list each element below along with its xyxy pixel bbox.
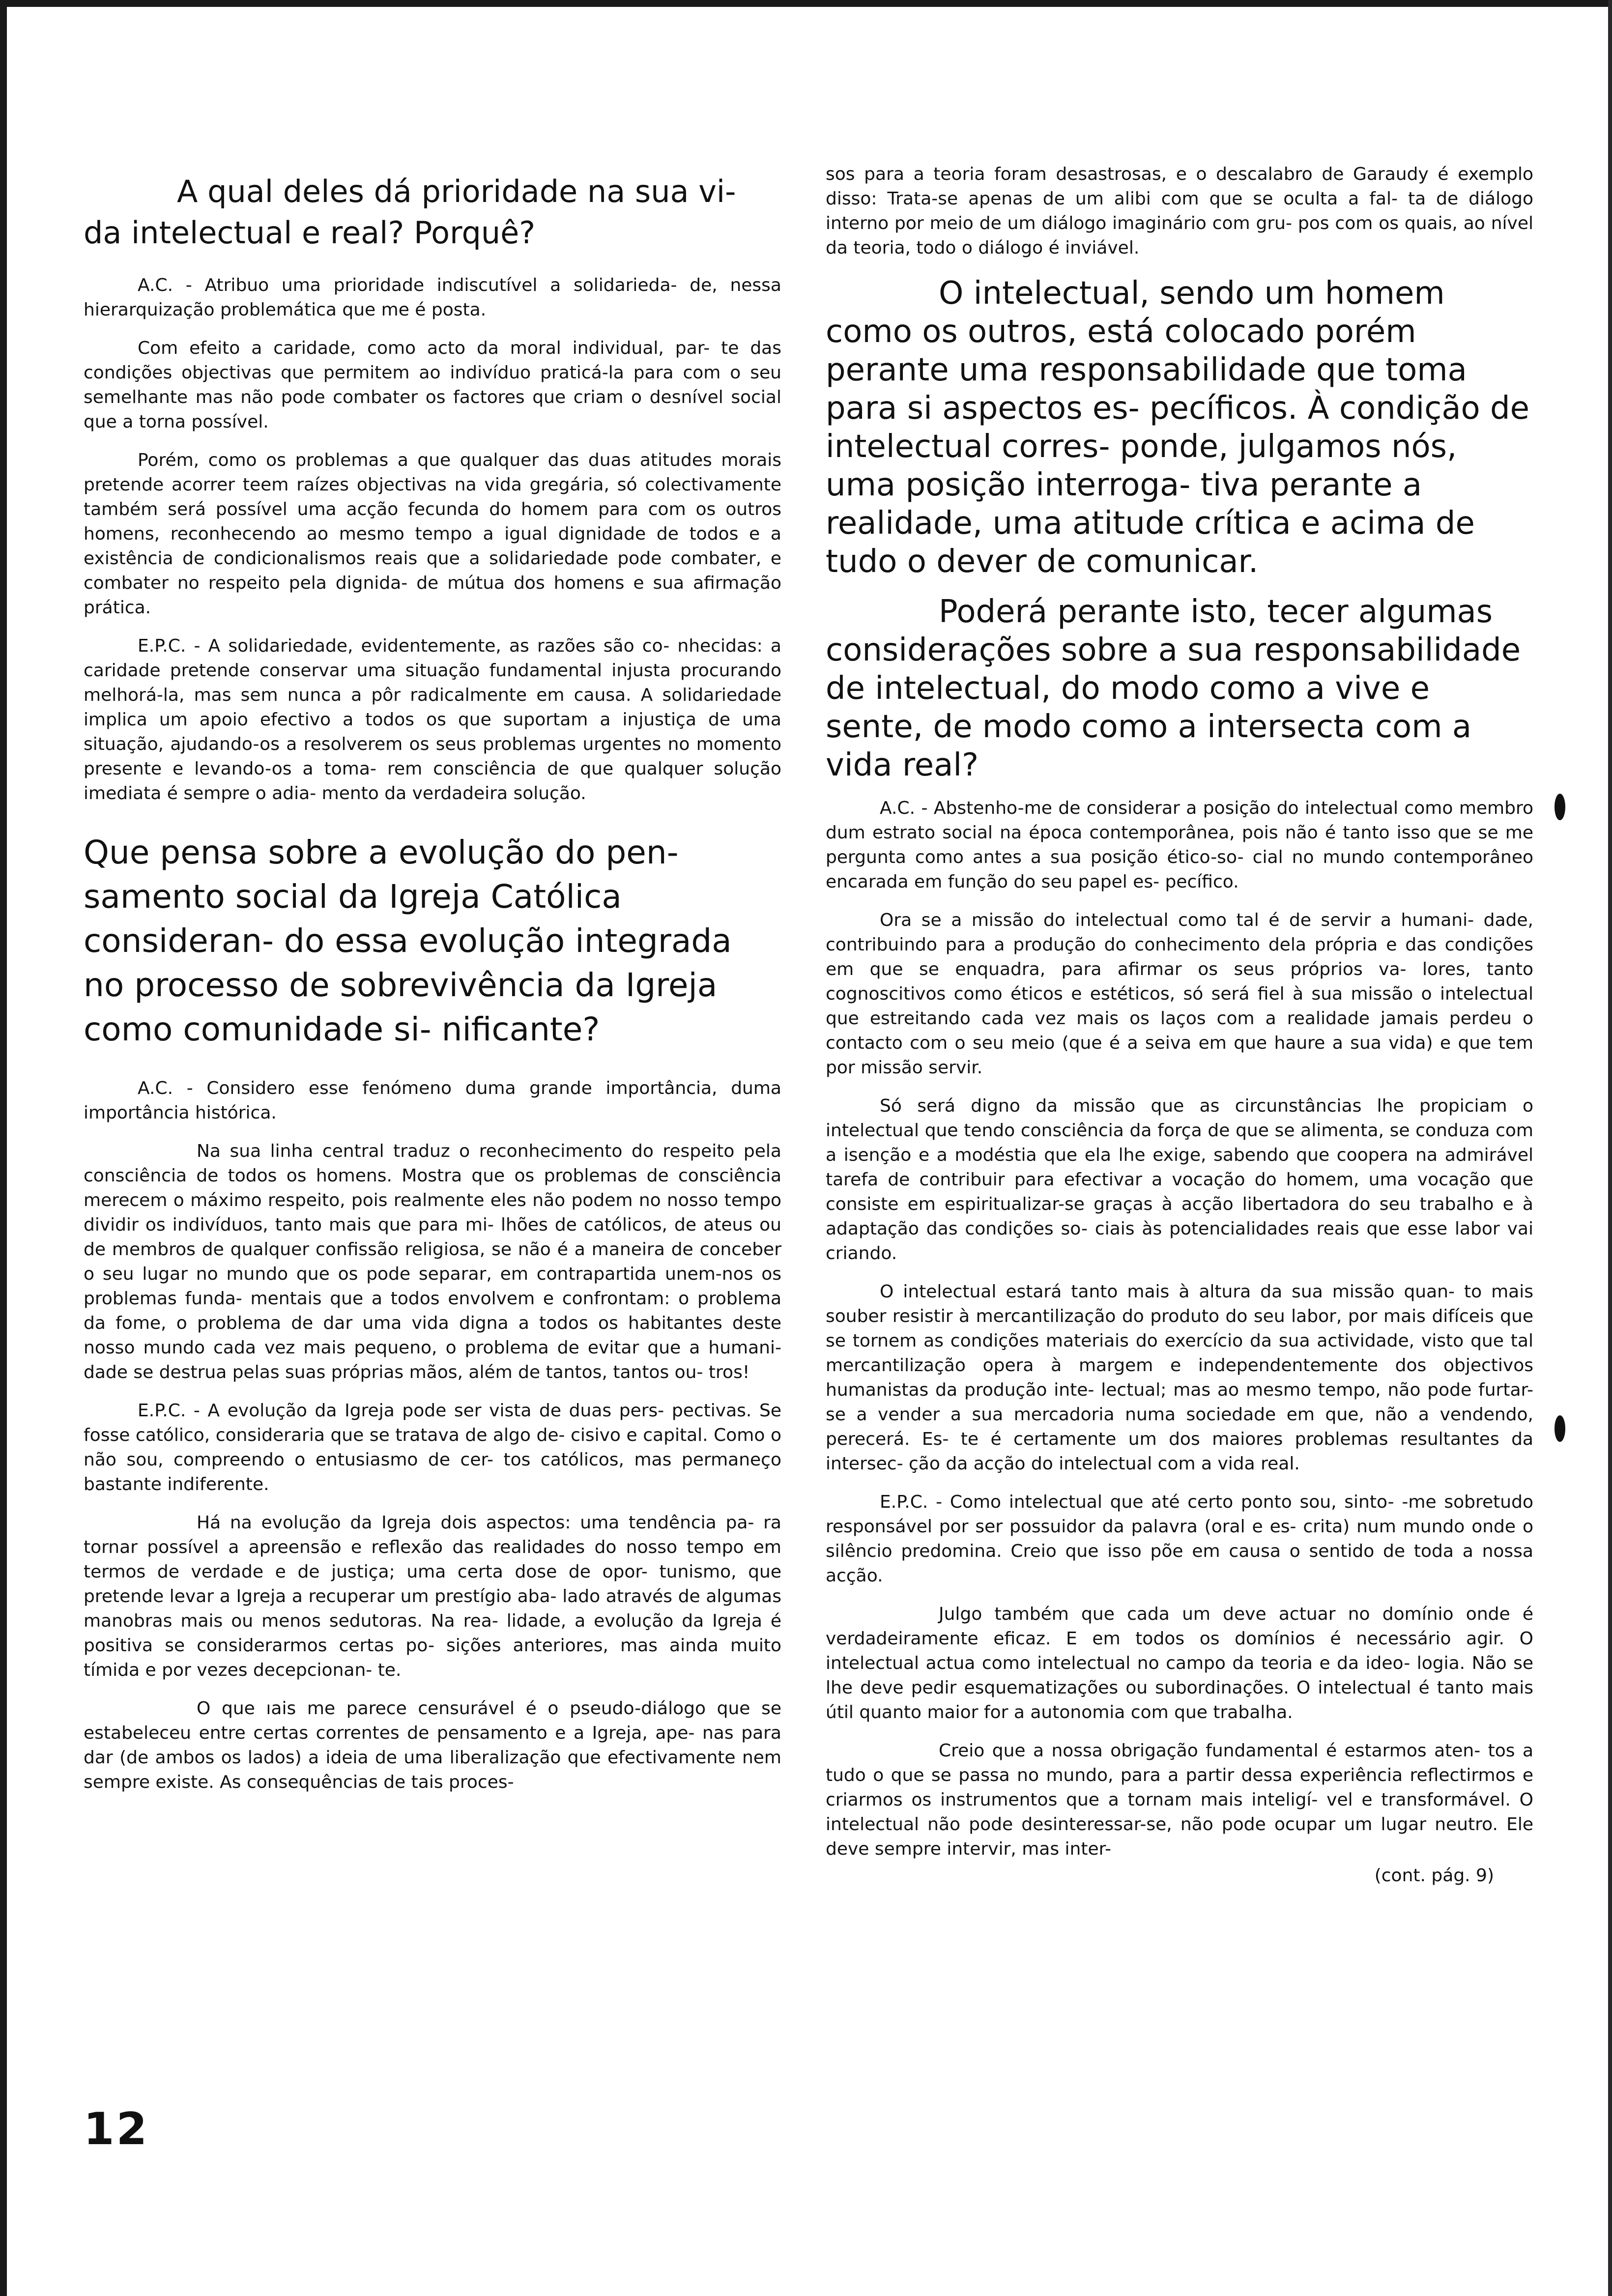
answer-ac-1-paragraph-3: Porém, como os problemas a que qualquer das duas atitudes morais pretende acorrer teem raízes objectivas na vida gregária, só colectivamente também será possível uma acção fecunda do homem para com os outros homens, reconhecendo ao mesmo tempo a igual dignidade de todos e a existência de condicionalismos reais que a solidariedade pode combater, e combater no respeito pela dignida- de mútua dos homens e sua afirmação prática. [84, 450, 781, 618]
question-1-heading [84, 171, 781, 254]
answer-ac-2: A.C. - Considero esse fenómeno duma grande importância, duma importância histórica. [84, 1078, 781, 1123]
question-1-line-2: da intelectual e real? Porquê? [84, 215, 536, 251]
question-3-intro: O intelectual, sendo um homem como os outros, está colocado porém perante uma responsabilidade que toma para si aspectos es- pecíficos. À condição de intelectual corres- ponde, julgamos nós, uma posição interroga- tiva perante a realidade, uma atitude crítica e acima de tudo o dever de comunicar. [826, 275, 1530, 580]
answer-epc-2-paragraph-2: Há na evolução da Igreja dois aspectos: uma tendência pa- ra tornar possível a apreensão e reflexão das realidades do nosso tempo em termos de verdade e de justiça; uma certa dose de opor- tunismo, que pretende levar a Igreja a recuperar um prestígio aba- lado através de algumas manobras mais ou menos sedutoras. Na rea- lidade, a evolução da Igreja é positiva se considerarmos certas po- sições anteriores, mas ainda muito tímida e por vezes decepcionan- te. [84, 1513, 781, 1680]
answer-epc-3: E.P.C. - Como intelectual que até certo ponto sou, sinto- -me sobretudo responsável por ser possuidor da palavra (oral e es- crita) num mundo onde o silêncio predomina. Creio que isso põe em causa o sentido de toda a nossa acção. [826, 1492, 1533, 1586]
answer-epc-2: E.P.C. - A evolução da Igreja pode ser vista de duas pers- pectivas. Se fosse católico, consideraria que se tratava de algo de- cisivo e capital. Como o não sou, compreendo o entusiasmo de cer- tos católicos, mas permaneço bastante indiferente. [84, 1401, 781, 1494]
margin-mark [1554, 1415, 1565, 1442]
question-1-line-1: A qual deles dá prioridade na sua vi- [177, 173, 736, 209]
answer-epc-2-paragraph-3: O que ıais me parece censurável é o pseudo-diálogo que se estabeleceu entre certas correntes de pensamento e a Igreja, ape- nas para dar (de ambos os lados) a ideia de uma liberalização que efectivamente nem sempre existe. As consequências de tais proces- [84, 1698, 781, 1792]
answer-epc-3-paragraph-3: Creio que a nossa obrigação fundamental é estarmos aten- tos a tudo o que se passa no mundo, para a partir dessa experiência reflectirmos e criarmos os instrumentos que a tornam mais inteligí- vel e transformável. O intelectual não pode desinteressar-se, não pode ocupar um lugar neutro. Ele deve sempre intervir, mas inter- [826, 1741, 1533, 1859]
question-2-heading: Que pensa sobre a evolução do pen- samento social da Igreja Católica consideran- do essa evolução integrada no processo de sobrevivência da Igreja como comunidade si- nificante? [84, 833, 732, 1048]
margin-mark [1554, 794, 1565, 820]
answer-ac-3-paragraph-4: O intelectual estará tanto mais à altura da sua missão quan- to mais souber resistir à mercantilização do produto do seu labor, por mais difíceis que se tornem as condições materiais do exercício da sua actividade, visto que tal mercantilização opera à margem e independentemente dos objectivos humanistas da produção inte- lectual; mas ao mesmo tempo, não pode furtar-se a vender a sua mercadoria numa sociedade em que, não a vendendo, perecerá. Es- te é certamente um dos maiores problemas resultantes da intersec- ção da acção do intelectual com a vida real. [826, 1282, 1533, 1474]
page-border-top [0, 0, 1612, 7]
answer-ac-3: A.C. - Abstenho-me de considerar a posição do intelectual como membro dum estrato social na época contemporânea, pois não é tanto isso que se me pergunta como antes a sua posição ético-so- cial no mundo contemporâneo encarada em função do seu papel es- pecífico. [826, 798, 1533, 892]
question-3-heading: Poderá perante isto, tecer algumas considerações sobre a sua responsabilidade de intelectual, do modo como a vive e sente, de modo como a intersecta com a vida real? [826, 594, 1521, 783]
page-number: 12 [84, 2103, 149, 2155]
answer-epc-3-paragraph-2: Julgo também que cada um deve actuar no domínio onde é verdadeiramente eficaz. E em todos os domínios é necessário agir. O intelectual actua como intelectual no campo da teoria e da ideo- logia. Não se lhe deve pedir esquematizações ou subordinações. O intelectual é tanto mais útil quanto maior for a autonomia com que trabalha. [826, 1604, 1533, 1722]
left-column [84, 162, 781, 1808]
answer-ac-3-paragraph-2: Ora se a missão do intelectual como tal é de servir a humani- dade, contribuindo para a produção do conhecimento dela própria e das condições em que se enquadra, para afirmar os seus próprios va- lores, tanto cognoscitivos como éticos e estéticos, só será fiel à sua missão o intelectual que estreitando cada vez mais os laços com a realidade jamais perdeu o contacto com o seu meio (que é a seiva em que haure a sua vida) e que tem por missão servir. [826, 910, 1533, 1078]
continued-paragraph: sos para a teoria foram desastrosas, e o descalabro de Garaudy é exemplo disso: Trata-se apenas de um alibi com que se oculta a fal- ta de diálogo interno por meio de um diálogo imaginário com gru- pos com os quais, ao nível da teoria, todo o diálogo é inviável. [826, 164, 1533, 258]
continued-note: (cont. pág. 9) [1374, 1866, 1494, 1886]
answer-ac-1: A.C. - Atribuo uma prioridade indiscutível a solidarieda- de, nessa hierarquização problemática que me é posta. [84, 275, 781, 320]
answer-ac-2-paragraph-2: Na sua linha central traduz o reconhecimento do respeito pela consciência de todos os homens. Mostra que os problemas de consciência merecem o máximo respeito, pois realmente eles não podem no nosso tempo dividir os indivíduos, tanto mais que para mi- lhões de católicos, de ateus ou de membros de qualquer confissão religiosa, se não é a maneira de conceber o seu lugar no mundo que os pode separar, em contrapartida unem-nos os problemas funda- mentais que a todos envolvem e confrontam: o problema da fome, o problema de dar uma vida digna a todos os habitantes deste nosso mundo cada vez mais pequeno, o problema de evitar que a humani- dade se destrua pelas suas próprias mãos, além de tantos, tantos ou- tros! [84, 1141, 781, 1382]
answer-ac-3-paragraph-3: Só será digno da missão que as circunstâncias lhe propiciam o intelectual que tendo consciência da força de que se alimenta, se conduza com a isenção e a modéstia que ela lhe exige, sabendo que coopera na admirável tarefa de contribuir para efectivar a vocação do homem, uma vocação que consiste em espiritualizar-se graças à acção libertadora do seu trabalho e à adaptação das condições so- ciais às potencialidades reais que esse labor vai criando. [826, 1096, 1533, 1263]
right-column [826, 162, 1533, 1888]
answer-epc-1: E.P.C. - A solidariedade, evidentemente, as razões são co- nhecidas: a caridade pretende conservar uma situação fundamental injusta procurando melhorá-la, mas sem nunca a pôr radicalmente em causa. A solidariedade implica um apoio efectivo a todos os que suportam a injustiça de uma situação, ajudando-os a resolverem os seus problemas urgentes no momento presente e levando-os a toma- rem consciência de que qualquer solução imediata é sempre o adia- mento da verdadeira solução. [84, 636, 781, 804]
page-border-left [0, 0, 7, 2296]
answer-ac-1-paragraph-2: Com efeito a caridade, como acto da moral individual, par- te das condições objectivas que permitem ao indivíduo praticá-la para com o seu semelhante mas não pode combater os factores que criam o desnível social que a torna possível. [84, 338, 781, 432]
page-border-right [1608, 0, 1612, 2296]
